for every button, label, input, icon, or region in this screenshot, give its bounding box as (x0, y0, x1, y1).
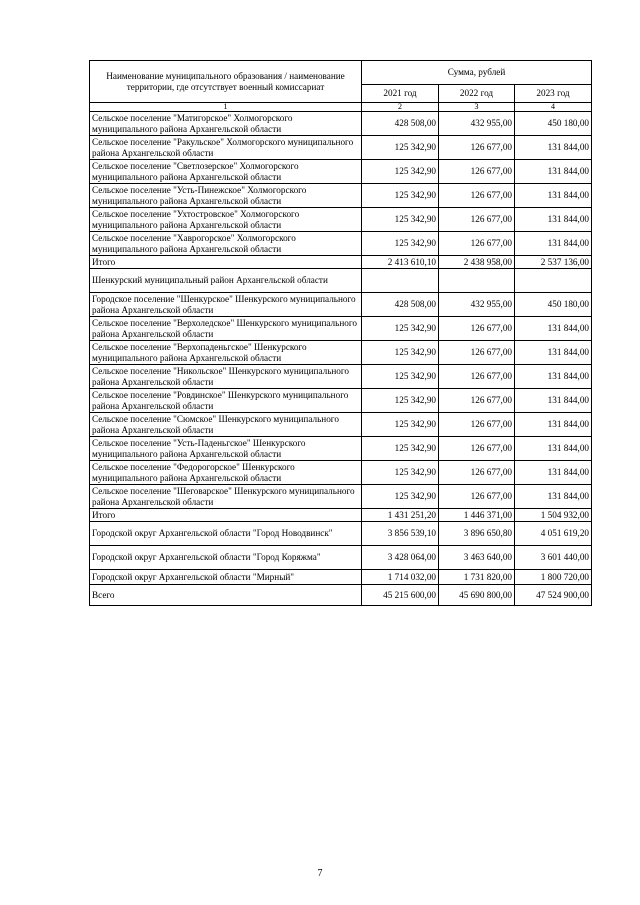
row-value-2023: 131 844,00 (515, 184, 592, 208)
row-name-cell: Сельское поселение "Ухтостровское" Холмогорского муниципального района Архангельской области (90, 208, 362, 232)
col-number-4: 4 (515, 103, 592, 112)
row-name-cell: Сельское поселение "Верхоледское" Шенкурского муниципального района Архангельской области (90, 317, 362, 341)
row-value-2021: 1 431 251,20 (362, 509, 439, 522)
row-value-2021: 125 342,90 (362, 389, 439, 413)
row-name-cell: Городское поселение "Шенкурское" Шенкурского муниципального района Архангельской области (90, 293, 362, 317)
table-row (90, 413, 592, 437)
row-value-2023: 1 504 932,00 (515, 509, 592, 522)
row-value-2021: 125 342,90 (362, 184, 439, 208)
row-name-cell: Итого (90, 509, 362, 522)
row-value-2022: 126 677,00 (439, 461, 515, 485)
row-value-2021: 125 342,90 (362, 208, 439, 232)
row-value-2023: 131 844,00 (515, 413, 592, 437)
row-value-2022: 126 677,00 (439, 184, 515, 208)
table-row (90, 389, 592, 413)
col-number-3: 3 (439, 103, 515, 112)
row-value-2021: 125 342,90 (362, 232, 439, 256)
table-row (90, 112, 592, 136)
row-value-2023: 47 524 900,00 (515, 585, 592, 606)
table-row (90, 585, 592, 606)
table-header (90, 61, 592, 112)
row-name-cell: Сельское поселение "Матигорское" Холмогорского муниципального района Архангельской области (90, 112, 362, 136)
row-value-2023: 4 051 619,20 (515, 522, 592, 546)
row-value-2021 (362, 269, 439, 293)
row-name-cell: Сельское поселение "Федорогорское" Шенкурского муниципального района Архангельской области (90, 461, 362, 485)
col-number-1: 1 (90, 103, 362, 112)
row-value-2022: 126 677,00 (439, 232, 515, 256)
row-value-2021: 45 215 600,00 (362, 585, 439, 606)
table-row (90, 293, 592, 317)
row-value-2022: 126 677,00 (439, 160, 515, 184)
row-value-2022 (439, 269, 515, 293)
row-value-2021: 3 428 064,00 (362, 546, 439, 570)
row-name-cell: Всего (90, 585, 362, 606)
table-row (90, 522, 592, 546)
allocation-table (89, 60, 592, 606)
row-value-2023: 131 844,00 (515, 389, 592, 413)
header-year-2021: 2021 год (362, 85, 439, 103)
row-value-2023: 2 537 136,00 (515, 256, 592, 269)
row-value-2022: 3 463 640,00 (439, 546, 515, 570)
table-row (90, 184, 592, 208)
table-row (90, 509, 592, 522)
row-name-cell: Шенкурский муниципальный район Архангельской области (90, 269, 362, 293)
row-value-2022: 3 896 650,80 (439, 522, 515, 546)
row-value-2023: 3 601 440,00 (515, 546, 592, 570)
row-name-cell: Городской округ Архангельской области "Город Коряжма" (90, 546, 362, 570)
row-name-cell: Сельское поселение "Усть-Паденьгское" Шенкурского муниципального района Архангельской области (90, 437, 362, 461)
row-value-2023: 450 180,00 (515, 112, 592, 136)
row-value-2022: 126 677,00 (439, 136, 515, 160)
row-value-2021: 125 342,90 (362, 437, 439, 461)
row-value-2022: 45 690 800,00 (439, 585, 515, 606)
table-row (90, 317, 592, 341)
row-value-2022: 126 677,00 (439, 485, 515, 509)
row-value-2022: 126 677,00 (439, 437, 515, 461)
row-value-2023: 131 844,00 (515, 232, 592, 256)
table-row (90, 208, 592, 232)
table-row (90, 160, 592, 184)
row-value-2023: 131 844,00 (515, 208, 592, 232)
col-number-2: 2 (362, 103, 439, 112)
row-value-2021: 428 508,00 (362, 112, 439, 136)
row-name-cell: Сельское поселение "Ракульское" Холмогорского муниципального района Архангельской области (90, 136, 362, 160)
row-value-2023: 131 844,00 (515, 317, 592, 341)
table-row (90, 437, 592, 461)
row-value-2022: 126 677,00 (439, 208, 515, 232)
row-value-2023: 1 800 720,00 (515, 570, 592, 585)
row-name-cell: Сельское поселение "Ровдинское" Шенкурского муниципального района Архангельской области (90, 389, 362, 413)
row-value-2021: 1 714 032,00 (362, 570, 439, 585)
row-value-2023: 131 844,00 (515, 461, 592, 485)
table-row (90, 485, 592, 509)
row-value-2021: 2 413 610,10 (362, 256, 439, 269)
row-value-2021: 125 342,90 (362, 485, 439, 509)
row-name-cell: Сельское поселение "Усть-Пинежское" Холмогорского муниципального района Архангельской области (90, 184, 362, 208)
row-value-2023: 131 844,00 (515, 437, 592, 461)
row-value-2022: 126 677,00 (439, 365, 515, 389)
row-name-cell: Сельское поселение "Никольское" Шенкурского муниципального района Архангельской области (90, 365, 362, 389)
table-row (90, 365, 592, 389)
row-name-cell: Городской округ Архангельской области "Мирный" (90, 570, 362, 585)
row-value-2023: 131 844,00 (515, 365, 592, 389)
row-name-cell: Сельское поселение "Шеговарское" Шенкурского муниципального района Архангельской области (90, 485, 362, 509)
row-value-2022: 1 731 820,00 (439, 570, 515, 585)
row-value-2023: 450 180,00 (515, 293, 592, 317)
table-row (90, 269, 592, 293)
row-name-cell: Сельское поселение "Верхопаденьгское" Шенкурского муниципального района Архангельской области (90, 341, 362, 365)
header-sum-column: Сумма, рублей (362, 61, 592, 85)
table-row (90, 570, 592, 585)
row-value-2023 (515, 269, 592, 293)
row-value-2021: 125 342,90 (362, 461, 439, 485)
table-row (90, 136, 592, 160)
row-value-2022: 2 438 958,00 (439, 256, 515, 269)
row-value-2023: 131 844,00 (515, 136, 592, 160)
row-value-2022: 432 955,00 (439, 112, 515, 136)
table-row (90, 341, 592, 365)
row-name-cell: Сельское поселение "Светлозерское" Холмогорского муниципального района Архангельской области (90, 160, 362, 184)
row-value-2021: 3 856 539,10 (362, 522, 439, 546)
table-row (90, 546, 592, 570)
header-year-2023: 2023 год (515, 85, 592, 103)
row-value-2023: 131 844,00 (515, 485, 592, 509)
table-row (90, 256, 592, 269)
row-value-2021: 125 342,90 (362, 160, 439, 184)
row-name-cell: Городской округ Архангельской области "Город Новодвинск" (90, 522, 362, 546)
page-number: 7 (317, 868, 323, 879)
header-year-2022: 2022 год (439, 85, 515, 103)
row-name-cell: Сельское поселение "Сюмское" Шенкурского муниципального района Архангельской области (90, 413, 362, 437)
row-value-2021: 125 342,90 (362, 365, 439, 389)
row-value-2022: 1 446 371,00 (439, 509, 515, 522)
row-value-2023: 131 844,00 (515, 341, 592, 365)
row-value-2022: 126 677,00 (439, 317, 515, 341)
table-row (90, 461, 592, 485)
row-value-2022: 126 677,00 (439, 341, 515, 365)
row-value-2022: 126 677,00 (439, 413, 515, 437)
row-value-2021: 125 342,90 (362, 317, 439, 341)
row-name-cell: Итого (90, 256, 362, 269)
row-value-2021: 125 342,90 (362, 136, 439, 160)
row-value-2021: 125 342,90 (362, 413, 439, 437)
table-row (90, 232, 592, 256)
table-body (90, 112, 592, 606)
row-value-2021: 428 508,00 (362, 293, 439, 317)
row-value-2021: 125 342,90 (362, 341, 439, 365)
row-value-2022: 126 677,00 (439, 389, 515, 413)
row-value-2022: 432 955,00 (439, 293, 515, 317)
row-name-cell: Сельское поселение "Хаврогорское" Холмогорского муниципального района Архангельской области (90, 232, 362, 256)
row-value-2023: 131 844,00 (515, 160, 592, 184)
header-name-column: Наименование муниципального образования / наименование территории, где отсутствует военный комиссариат (90, 61, 362, 103)
